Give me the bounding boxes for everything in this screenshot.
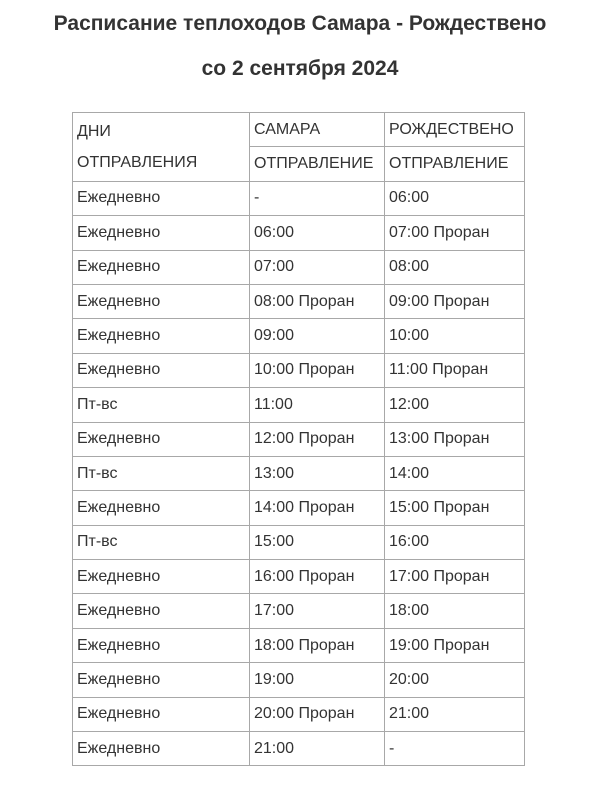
header-samara: САМАРА <box>250 113 385 147</box>
days-cell: Ежедневно <box>73 181 250 215</box>
page-header <box>0 0 600 112</box>
days-cell: Ежедневно <box>73 628 250 662</box>
days-cell: Ежедневно <box>73 216 250 250</box>
samara-departure-cell: 19:00 <box>250 663 385 697</box>
samara-departure-cell: 07:00 <box>250 250 385 284</box>
days-cell: Ежедневно <box>73 422 250 456</box>
days-cell: Ежедневно <box>73 594 250 628</box>
header-rozhdestveno: РОЖДЕСТВЕНО <box>385 113 525 147</box>
table-row <box>73 388 525 422</box>
rozhdestveno-departure-cell: 09:00 Проран <box>385 284 525 318</box>
samara-departure-cell: - <box>250 181 385 215</box>
samara-departure-cell: 12:00 Проран <box>250 422 385 456</box>
days-cell: Ежедневно <box>73 560 250 594</box>
header-days-line2: ОТПРАВЛЕНИЯ <box>77 153 198 171</box>
days-cell: Ежедневно <box>73 319 250 353</box>
days-cell: Ежедневно <box>73 663 250 697</box>
samara-departure-cell: 11:00 <box>250 388 385 422</box>
rozhdestveno-departure-cell: 21:00 <box>385 697 525 731</box>
samara-departure-cell: 06:00 <box>250 216 385 250</box>
table-row <box>73 628 525 662</box>
table-row <box>73 525 525 559</box>
days-cell: Ежедневно <box>73 353 250 387</box>
days-cell: Ежедневно <box>73 250 250 284</box>
days-cell: Ежедневно <box>73 732 250 766</box>
rozhdestveno-departure-cell: 18:00 <box>385 594 525 628</box>
schedule-body <box>73 113 525 766</box>
rozhdestveno-departure-cell: - <box>385 732 525 766</box>
rozhdestveno-departure-cell: 14:00 <box>385 456 525 490</box>
samara-departure-cell: 18:00 Проран <box>250 628 385 662</box>
table-row <box>73 422 525 456</box>
rozhdestveno-departure-cell: 17:00 Проран <box>385 560 525 594</box>
page-subtitle: со 2 сентября 2024 <box>201 57 399 80</box>
rozhdestveno-departure-cell: 20:00 <box>385 663 525 697</box>
days-cell: Пт-вс <box>73 456 250 490</box>
samara-departure-cell: 10:00 Проран <box>250 353 385 387</box>
table-row <box>73 491 525 525</box>
table-row <box>73 560 525 594</box>
header-row <box>73 113 525 147</box>
page-title: Расписание теплоходов Самара - Рождествено <box>53 12 547 35</box>
header-departure-rozhdestveno: ОТПРАВЛЕНИЕ <box>385 147 525 181</box>
schedule-table <box>72 112 525 766</box>
table-row <box>73 697 525 731</box>
samara-departure-cell: 08:00 Проран <box>250 284 385 318</box>
days-cell: Ежедневно <box>73 491 250 525</box>
header-days-line1: ДНИ <box>77 122 111 140</box>
rozhdestveno-departure-cell: 08:00 <box>385 250 525 284</box>
days-cell: Пт-вс <box>73 388 250 422</box>
days-cell: Ежедневно <box>73 284 250 318</box>
samara-departure-cell: 16:00 Проран <box>250 560 385 594</box>
days-cell: Ежедневно <box>73 697 250 731</box>
rozhdestveno-departure-cell: 15:00 Проран <box>385 491 525 525</box>
rozhdestveno-departure-cell: 13:00 Проран <box>385 422 525 456</box>
table-row <box>73 456 525 490</box>
rozhdestveno-departure-cell: 16:00 <box>385 525 525 559</box>
rozhdestveno-departure-cell: 19:00 Проран <box>385 628 525 662</box>
table-row <box>73 353 525 387</box>
samara-departure-cell: 13:00 <box>250 456 385 490</box>
samara-departure-cell: 21:00 <box>250 732 385 766</box>
table-row <box>73 216 525 250</box>
rozhdestveno-departure-cell: 10:00 <box>385 319 525 353</box>
samara-departure-cell: 09:00 <box>250 319 385 353</box>
rozhdestveno-departure-cell: 11:00 Проран <box>385 353 525 387</box>
table-row <box>73 663 525 697</box>
table-row <box>73 284 525 318</box>
table-row <box>73 250 525 284</box>
samara-departure-cell: 17:00 <box>250 594 385 628</box>
days-cell: Пт-вс <box>73 525 250 559</box>
table-row <box>73 181 525 215</box>
samara-departure-cell: 14:00 Проран <box>250 491 385 525</box>
table-row <box>73 594 525 628</box>
table-row <box>73 319 525 353</box>
rozhdestveno-departure-cell: 06:00 <box>385 181 525 215</box>
samara-departure-cell: 20:00 Проран <box>250 697 385 731</box>
rozhdestveno-departure-cell: 07:00 Проран <box>385 216 525 250</box>
header-departure-samara: ОТПРАВЛЕНИЕ <box>250 147 385 181</box>
samara-departure-cell: 15:00 <box>250 525 385 559</box>
header-days-cell <box>73 113 250 182</box>
rozhdestveno-departure-cell: 12:00 <box>385 388 525 422</box>
table-row <box>73 732 525 766</box>
